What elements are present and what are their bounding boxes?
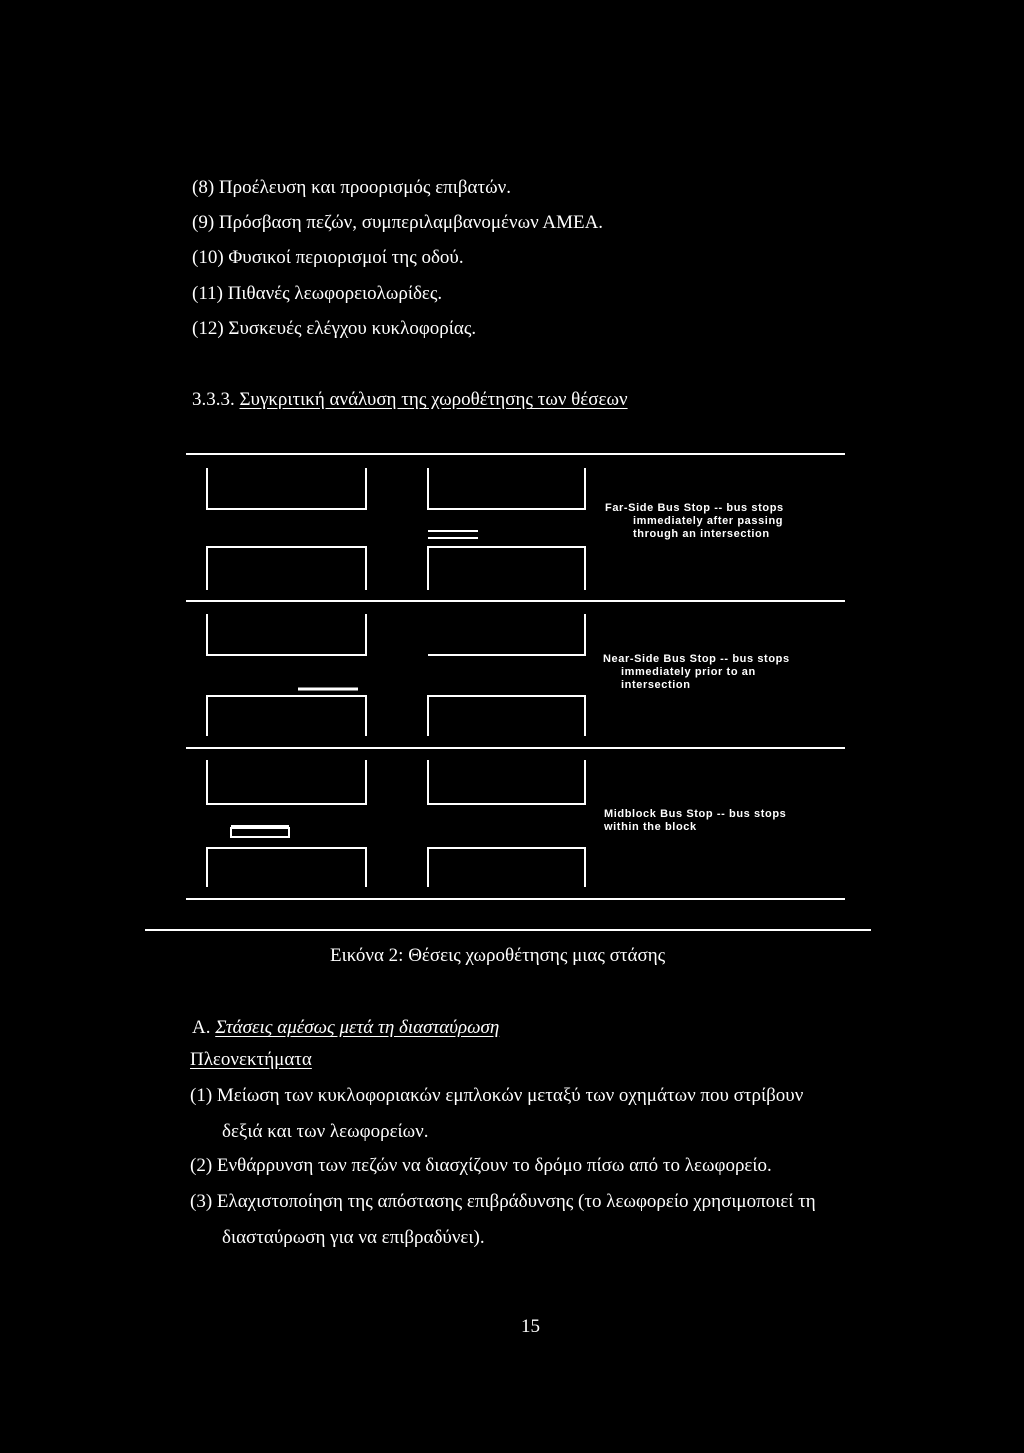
midblock-caption bbox=[604, 808, 786, 834]
list-item-10: (10) Φυσικοί περιορισμοί της οδού. bbox=[192, 247, 464, 268]
caption-line: immediately after passing bbox=[633, 515, 784, 527]
advantage-2-line-1: (2) Ενθάρρυνση των πεζών να διασχίζουν το δρόμο πίσω από το λεωφορείο. bbox=[190, 1155, 772, 1176]
midblock-segment bbox=[207, 760, 585, 887]
section-title: Συγκριτική ανάλυση της χωροθέτησης των θέσεων bbox=[239, 389, 628, 410]
list-item-9: (9) Πρόσβαση πεζών, συμπεριλαμβανομένων ΑΜΕΑ. bbox=[192, 212, 604, 233]
near-side-intersection bbox=[207, 614, 585, 736]
page-number: 15 bbox=[521, 1316, 540, 1337]
caption-line: through an intersection bbox=[633, 528, 770, 540]
caption-line: Far-Side Bus Stop -- bus stops bbox=[605, 502, 784, 514]
advantage-1-line-2: δεξιά και των λεωφορείων. bbox=[222, 1121, 429, 1142]
caption-line: immediately prior to an bbox=[621, 666, 756, 678]
list-item-12: (12) Συσκευές ελέγχου κυκλοφορίας. bbox=[192, 318, 477, 339]
caption-line: intersection bbox=[621, 679, 691, 691]
subsection-label: Α. bbox=[192, 1017, 211, 1038]
list-item-8: (8) Προέλευση και προορισμός επιβατών. bbox=[192, 177, 511, 198]
advantage-3-line-1: (3) Ελαχιστοποίηση της απόστασης επιβράδυνσης (το λεωφορείο χρησιμοποιεί τη bbox=[190, 1191, 816, 1212]
advantages-heading: Πλεονεκτήματα bbox=[190, 1049, 312, 1070]
caption-line: Near-Side Bus Stop -- bus stops bbox=[603, 653, 790, 665]
midblock-bus-mark bbox=[231, 828, 289, 837]
figure-caption: Εικόνα 2: Θέσεις χωροθέτησης μιας στάσης bbox=[330, 945, 666, 966]
near-side-caption bbox=[603, 653, 790, 692]
list-item-11: (11) Πιθανές λεωφορειολωρίδες. bbox=[192, 283, 443, 304]
caption-line: within the block bbox=[604, 821, 697, 833]
far-side-caption bbox=[605, 502, 784, 541]
subsection-title: Στάσεις αμέσως μετά τη διασταύρωση bbox=[215, 1017, 500, 1038]
advantage-3-line-2: διασταύρωση για να επιβραδύνει). bbox=[222, 1227, 485, 1248]
far-side-intersection bbox=[207, 468, 585, 590]
section-number: 3.3.3. bbox=[192, 389, 235, 410]
caption-line: Midblock Bus Stop -- bus stops bbox=[604, 808, 787, 820]
subsection-heading bbox=[192, 1017, 499, 1039]
advantage-1-line-1: (1) Μείωση των κυκλοφοριακών εμπλοκών μεταξύ των οχημάτων που στρίβουν bbox=[190, 1085, 804, 1106]
